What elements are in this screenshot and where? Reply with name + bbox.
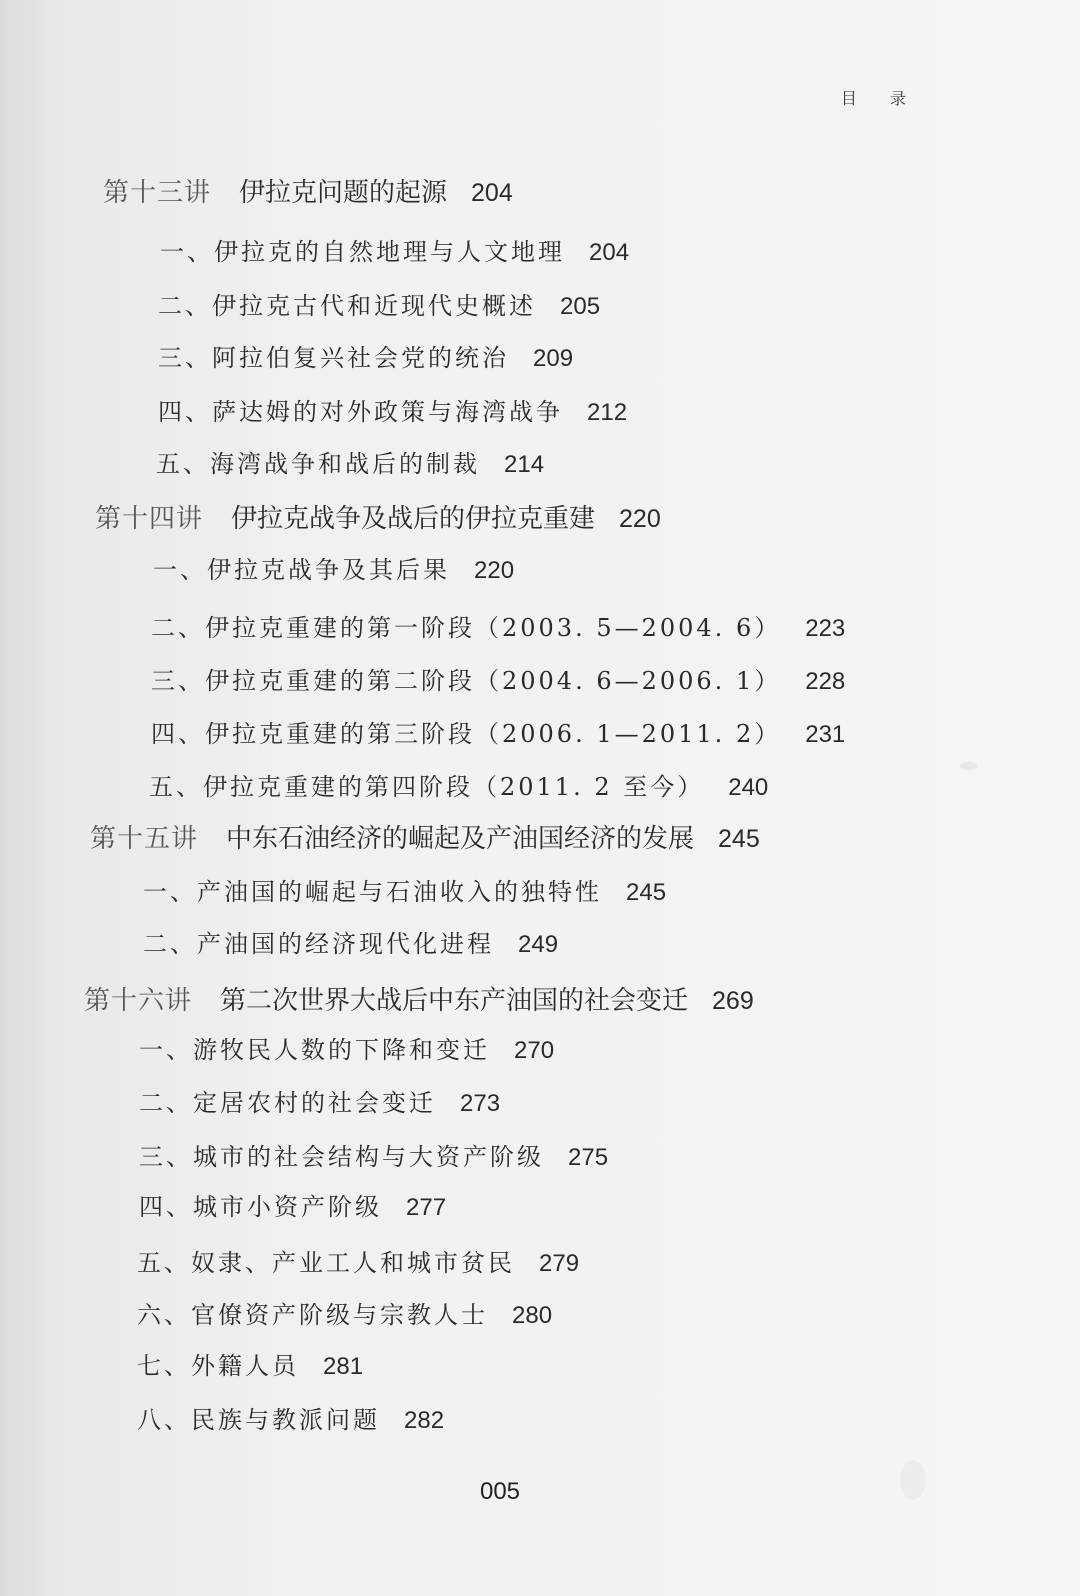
- section-title: 四、伊拉克重建的第三阶段（2006. 1—2011. 2）: [151, 720, 782, 748]
- toc-section-entry: [151, 714, 845, 749]
- section-title: 三、伊拉克重建的第二阶段（2004. 6—2006. 1）: [151, 667, 782, 695]
- toc-section-entry: [153, 550, 514, 585]
- section-title: 三、阿拉伯复兴社会党的统治: [158, 344, 509, 372]
- toc-page-number: 279: [539, 1250, 580, 1277]
- toc-page-number: 275: [568, 1144, 609, 1171]
- toc-page-number: 204: [471, 179, 513, 207]
- toc-page-number: 209: [533, 345, 574, 372]
- toc-section-entry: [139, 1187, 446, 1222]
- section-title: 二、伊拉克重建的第一阶段（2003. 5—2004. 6）: [151, 614, 782, 642]
- paper-mark: [960, 762, 978, 770]
- chapter-title: 伊拉克战争及战后的伊拉克重建: [231, 504, 596, 534]
- toc-page-number: 269: [712, 987, 754, 1015]
- toc-section-entry: [158, 286, 600, 321]
- chapter-title: 伊拉克问题的起源: [239, 178, 448, 208]
- toc-page-number: 205: [560, 293, 601, 320]
- toc-section-entry: [137, 1243, 579, 1278]
- paper-mark: [900, 1460, 926, 1500]
- toc-section-entry: [151, 608, 845, 643]
- toc-page-number: 204: [589, 239, 630, 266]
- toc-page-number: 277: [406, 1194, 447, 1221]
- toc-section-entry: [143, 924, 558, 959]
- chapter-number: 第十五讲: [90, 824, 199, 854]
- toc-section-entry: [137, 1295, 552, 1330]
- toc-section-entry: [143, 872, 666, 907]
- section-title: 八、民族与教派问题: [137, 1406, 380, 1434]
- section-title: 二、伊拉克古代和近现代史概述: [158, 292, 536, 320]
- section-title: 六、官僚资产阶级与宗教人士: [137, 1301, 488, 1329]
- toc-section-entry: [158, 338, 573, 373]
- chapter-title: 中东石油经济的崛起及产油国经济的发展: [226, 824, 695, 854]
- section-title: 二、定居农村的社会变迁: [139, 1089, 436, 1117]
- toc-page-number: 273: [460, 1090, 501, 1117]
- toc-section-entry: [139, 1030, 554, 1065]
- toc-chapter-entry: [90, 818, 760, 855]
- section-title: 五、奴隶、产业工人和城市贫民: [137, 1249, 515, 1277]
- toc-page-number: 220: [474, 557, 515, 584]
- toc-page-number: 249: [518, 931, 559, 958]
- toc-section-entry: [137, 1400, 444, 1435]
- chapter-number: 第十六讲: [84, 986, 193, 1016]
- toc-page-number: 281: [323, 1353, 364, 1380]
- toc-page-number: 280: [512, 1302, 553, 1329]
- toc-section-entry: [149, 767, 768, 802]
- section-title: 三、城市的社会结构与大资产阶级: [139, 1143, 544, 1171]
- running-header: 目 录: [840, 89, 920, 108]
- section-title: 一、产油国的崛起与石油收入的独特性: [143, 878, 602, 906]
- toc-page-number: 220: [619, 505, 661, 533]
- toc-section-entry: [139, 1083, 500, 1118]
- toc-section-entry: [151, 661, 845, 696]
- section-title: 一、伊拉克的自然地理与人文地理: [160, 238, 565, 266]
- toc-section-entry: [160, 232, 629, 267]
- section-title: 一、游牧民人数的下降和变迁: [139, 1036, 490, 1064]
- toc-page-number: 282: [404, 1407, 445, 1434]
- toc-page-number: 231: [805, 721, 846, 748]
- section-title: 五、海湾战争和战后的制裁: [156, 450, 480, 478]
- toc-page-number: 212: [587, 399, 628, 426]
- chapter-number: 第十四讲: [95, 504, 204, 534]
- toc-chapter-entry: [103, 172, 513, 209]
- toc-page-number: 245: [718, 825, 760, 853]
- toc-section-entry: [158, 392, 627, 427]
- toc-chapter-entry: [95, 498, 661, 535]
- toc-page-number: 228: [805, 668, 846, 695]
- section-title: 四、城市小资产阶级: [139, 1193, 382, 1221]
- toc-chapter-entry: [84, 980, 754, 1017]
- page-number: 005: [479, 1478, 521, 1505]
- toc-section-entry: [156, 444, 544, 479]
- section-title: 七、外籍人员: [137, 1352, 299, 1380]
- toc-page-number: 214: [504, 451, 545, 478]
- section-title: 五、伊拉克重建的第四阶段（2011. 2 至今）: [149, 773, 705, 801]
- toc-page-number: 270: [514, 1037, 555, 1064]
- section-title: 四、萨达姆的对外政策与海湾战争: [158, 398, 563, 426]
- toc-page-number: 245: [626, 879, 667, 906]
- toc-section-entry: [139, 1137, 608, 1172]
- toc-page-number: 240: [728, 774, 769, 801]
- section-title: 一、伊拉克战争及其后果: [153, 556, 450, 584]
- toc-section-entry: [137, 1346, 363, 1381]
- toc-page-number: 223: [805, 615, 846, 642]
- chapter-number: 第十三讲: [103, 178, 212, 208]
- section-title: 二、产油国的经济现代化进程: [143, 930, 494, 958]
- chapter-title: 第二次世界大战后中东产油国的社会变迁: [220, 986, 689, 1016]
